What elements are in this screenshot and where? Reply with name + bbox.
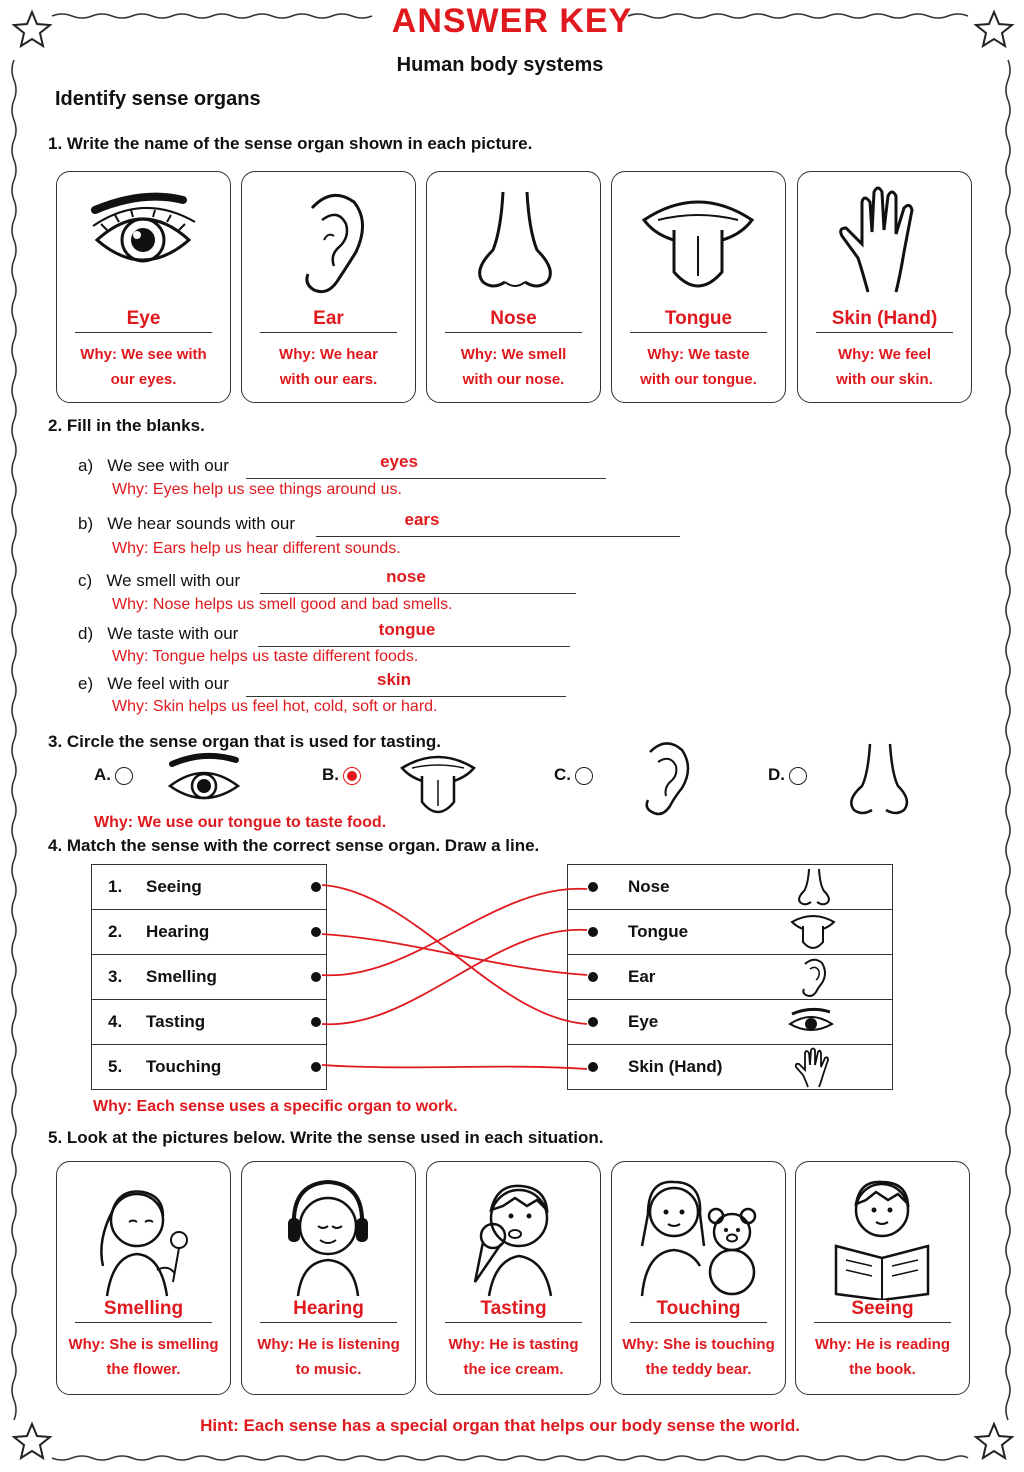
boy-reading-book-icon [796, 1170, 969, 1300]
section-heading: Identify sense organs [55, 88, 261, 110]
page-title: ANSWER KEY [391, 2, 633, 40]
q4-organ-row: Tongue [567, 909, 893, 955]
q4-organ-row: Ear [567, 954, 893, 1000]
q1-answer: Eye [75, 308, 212, 333]
q2-why: Why: Nose helps us smell good and bad smells. [112, 596, 453, 613]
q4-organ-row: Nose [567, 864, 893, 910]
q2-why: Why: Tongue helps us taste different foods. [112, 648, 419, 665]
match-line [322, 930, 587, 1024]
page-subtitle: Human body systems [396, 54, 604, 76]
q3-option-a[interactable]: A. [94, 765, 133, 785]
q3-option-b[interactable]: B. [322, 765, 361, 785]
q5-answer: Touching [630, 1298, 767, 1323]
q5-answer: Tasting [445, 1298, 582, 1323]
q5-why: Why: She is touching the teddy bear. [622, 1336, 775, 1378]
q2-answer: nose [386, 567, 426, 586]
q5-why: Why: He is reading the book. [814, 1336, 951, 1378]
q2-item-b: b) We hear sounds with our ears [78, 514, 698, 538]
q3-option-d[interactable]: D. [768, 765, 807, 785]
q4-sense-row: 3. Smelling [91, 954, 327, 1000]
girl-with-teddy-bear-icon [612, 1170, 785, 1300]
q5-why: Why: He is tasting the ice cream. [448, 1336, 579, 1378]
q2-item-a: a) We see with our eyes [78, 456, 638, 480]
q2-why: Why: Eyes help us see things around us. [112, 481, 402, 498]
match-dot[interactable] [311, 927, 321, 937]
match-line [322, 1065, 587, 1069]
q5-card-hearing [241, 1161, 416, 1395]
match-line [322, 889, 587, 976]
question-2-prompt: 2. Fill in the blanks. [48, 416, 205, 435]
q4-sense-row: 4. Tasting [91, 999, 327, 1045]
q4-organ-row: Eye [567, 999, 893, 1045]
q5-card-smelling [56, 1161, 231, 1395]
q5-why: Why: He is listening to music. [257, 1336, 400, 1378]
q1-answer: Tongue [630, 308, 767, 333]
q2-why: Why: Skin helps us feel hot, cold, soft or hard. [112, 698, 438, 715]
q4-sense-row: 2. Hearing [91, 909, 327, 955]
question-1-prompt: 1. Write the name of the sense organ shown in each picture. [48, 134, 533, 153]
question-3-prompt: 3. Circle the sense organ that is used for tasting. [48, 732, 441, 751]
q2-item-c: c) We smell with our nose [78, 571, 598, 595]
q5-card-tasting [426, 1161, 601, 1395]
match-dot[interactable] [588, 1062, 598, 1072]
q2-answer: ears [404, 510, 440, 529]
q2-why: Why: Ears help us hear different sounds. [112, 540, 401, 557]
boy-with-headphones-icon [242, 1170, 415, 1300]
match-dot[interactable] [311, 882, 321, 892]
q4-organ-row: Skin (Hand) [567, 1044, 893, 1090]
q2-answer: eyes [380, 452, 418, 471]
match-dot[interactable] [311, 972, 321, 982]
q5-card-touching [611, 1161, 786, 1395]
q2-item-d: d) We taste with our tongue [78, 624, 598, 648]
question-4-prompt: 4. Match the sense with the correct sense organ. Draw a line. [48, 836, 540, 855]
match-dot[interactable] [588, 972, 598, 982]
q1-why: Why: We smell with our nose. [460, 346, 567, 388]
q5-answer: Hearing [260, 1298, 397, 1323]
q5-answer: Smelling [75, 1298, 212, 1323]
match-line [322, 934, 587, 975]
match-dot[interactable] [588, 882, 598, 892]
q3-option-c[interactable]: C. [554, 765, 593, 785]
match-dot[interactable] [311, 1062, 321, 1072]
footer-hint: Hint: Each sense has a special organ that helps our body sense the world. [200, 1416, 800, 1435]
match-dot[interactable] [311, 1017, 321, 1027]
match-dot[interactable] [588, 927, 598, 937]
match-dot[interactable] [588, 1017, 598, 1027]
q5-answer: Seeing [814, 1298, 951, 1323]
girl-smelling-flower-icon [57, 1170, 230, 1300]
q5-why: Why: She is smelling the flower. [68, 1336, 219, 1378]
q1-why: Why: We taste with our tongue. [640, 346, 757, 388]
q1-why: Why: We feel with our skin. [836, 346, 933, 388]
q1-answer: Nose [445, 308, 582, 333]
q2-item-e: e) We feel with our skin [78, 674, 598, 698]
q2-answer: tongue [378, 620, 436, 639]
q1-why: Why: We see with our eyes. [80, 346, 207, 388]
q1-why: Why: We hear with our ears. [279, 346, 378, 388]
q4-sense-row: 5. Touching [91, 1044, 327, 1090]
q2-answer: skin [376, 670, 412, 689]
question-5-prompt: 5. Look at the pictures below. Write the sense used in each situation. [48, 1128, 604, 1147]
q4-why: Why: Each sense uses a specific organ to work. [93, 1098, 458, 1115]
q3-why: Why: We use our tongue to taste food. [94, 814, 387, 831]
q1-answer: Ear [260, 308, 397, 333]
q1-answer: Skin (Hand) [816, 308, 953, 333]
boy-eating-ice-cream-icon [427, 1170, 600, 1300]
q5-card-seeing [795, 1161, 970, 1395]
q4-sense-row: 1. Seeing [91, 864, 327, 910]
